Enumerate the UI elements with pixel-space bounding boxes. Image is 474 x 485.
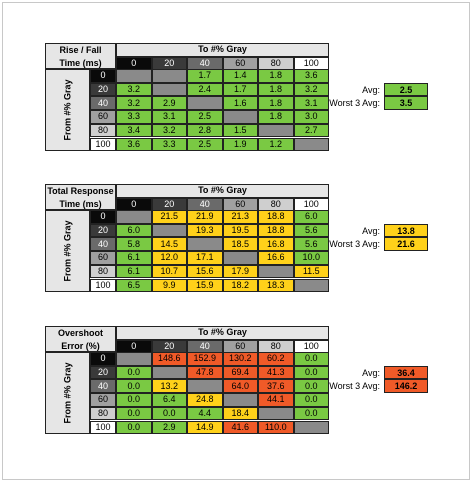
total-response-cell-80-60: 17.9 <box>223 265 259 279</box>
overshoot-row-header-80: 80 <box>90 407 116 421</box>
overshoot-cell-100-100 <box>294 421 330 435</box>
total-response-row-header-80: 80 <box>90 265 116 279</box>
total-response-cell-100-100 <box>294 279 330 293</box>
overshoot-row-header-0: 0 <box>90 352 116 366</box>
overshoot-cell-20-80: 41.3 <box>258 366 294 380</box>
overshoot-cell-60-80: 44.1 <box>258 393 294 407</box>
total-response-avg-value: 13.8 <box>384 224 428 238</box>
rise-fall-cell-40-40 <box>187 96 223 110</box>
overshoot-cell-20-100: 0.0 <box>294 366 330 380</box>
overshoot-cell-100-0: 0.0 <box>116 421 152 435</box>
total-response-cell-100-0: 6.5 <box>116 279 152 293</box>
rise-fall-avg-label: Avg: <box>362 84 380 95</box>
total-response-worst-label: Worst 3 Avg: <box>329 239 380 250</box>
rise-fall-cell-0-80: 1.8 <box>258 69 294 83</box>
rise-fall-cell-80-20: 3.2 <box>152 124 188 138</box>
overshoot-cell-80-60: 18.4 <box>223 407 259 421</box>
total-response-col-header-80: 80 <box>258 198 294 212</box>
overshoot-col-header-100: 100 <box>294 340 330 354</box>
overshoot-worst-value: 146.2 <box>384 379 428 393</box>
overshoot-cell-60-100: 0.0 <box>294 393 330 407</box>
rise-fall-cell-100-20: 3.3 <box>152 138 188 152</box>
overshoot-title-line2: Error (%) <box>61 341 100 351</box>
rise-fall-title-line1: Rise / Fall <box>59 45 102 55</box>
overshoot-col-header-80: 80 <box>258 340 294 354</box>
total-response-col-header-60: 60 <box>223 198 259 212</box>
overshoot-col-header-0: 0 <box>116 340 152 354</box>
rise-fall-to-header: To #% Gray <box>116 43 329 57</box>
total-response-from-label <box>45 210 90 292</box>
rise-fall-cell-20-40: 2.4 <box>187 83 223 97</box>
rise-fall-cell-20-100: 3.2 <box>294 83 330 97</box>
overshoot-row-header-60: 60 <box>90 393 116 407</box>
overshoot-cell-80-40: 4.4 <box>187 407 223 421</box>
overshoot-cell-80-100: 0.0 <box>294 407 330 421</box>
rise-fall-title <box>45 43 116 69</box>
overshoot-from-label-text: From #% Gray <box>62 362 73 424</box>
total-response-cell-40-100: 5.6 <box>294 237 330 251</box>
total-response-cell-60-60 <box>223 251 259 265</box>
total-response-row-header-40: 40 <box>90 237 116 251</box>
rise-fall-cell-80-80 <box>258 124 294 138</box>
overshoot-cell-0-40: 152.9 <box>187 352 223 366</box>
rise-fall-worst-value: 3.5 <box>384 96 428 110</box>
rise-fall-cell-60-100: 3.0 <box>294 110 330 124</box>
total-response-cell-60-100: 10.0 <box>294 251 330 265</box>
rise-fall-cell-60-0: 3.3 <box>116 110 152 124</box>
rise-fall-col-header-20: 20 <box>152 57 188 71</box>
overshoot-cell-40-40 <box>187 379 223 393</box>
total-response-title <box>45 184 116 210</box>
overshoot-cell-100-60: 41.6 <box>223 421 259 435</box>
total-response-cell-0-20: 21.5 <box>152 210 188 224</box>
total-response-cell-100-60: 18.2 <box>223 279 259 293</box>
total-response-cell-20-0: 6.0 <box>116 224 152 238</box>
rise-fall-cell-0-40: 1.7 <box>187 69 223 83</box>
overshoot-cell-60-60 <box>223 393 259 407</box>
total-response-cell-0-60: 21.3 <box>223 210 259 224</box>
total-response-cell-0-0 <box>116 210 152 224</box>
total-response-cell-0-40: 21.9 <box>187 210 223 224</box>
rise-fall-cell-0-0 <box>116 69 152 83</box>
overshoot-cell-60-40: 24.8 <box>187 393 223 407</box>
rise-fall-avg-value: 2.5 <box>384 83 428 97</box>
total-response-from-label-text: From #% Gray <box>62 220 73 282</box>
total-response-cell-60-40: 17.1 <box>187 251 223 265</box>
overshoot-cell-80-80 <box>258 407 294 421</box>
rise-fall-from-label <box>45 69 90 151</box>
overshoot-cell-40-100: 0.0 <box>294 379 330 393</box>
overshoot-cell-80-0: 0.0 <box>116 407 152 421</box>
total-response-cell-80-40: 15.6 <box>187 265 223 279</box>
rise-fall-row-header-80: 80 <box>90 124 116 138</box>
total-response-title-line2: Time (ms) <box>59 199 102 209</box>
total-response-cell-80-80 <box>258 265 294 279</box>
total-response-cell-80-100: 11.5 <box>294 265 330 279</box>
overshoot-cell-100-20: 2.9 <box>152 421 188 435</box>
rise-fall-worst-label: Worst 3 Avg: <box>329 98 380 109</box>
rise-fall-cell-80-0: 3.4 <box>116 124 152 138</box>
overshoot-cell-40-20: 13.2 <box>152 379 188 393</box>
rise-fall-cell-60-60 <box>223 110 259 124</box>
total-response-avg-label: Avg: <box>362 225 380 236</box>
rise-fall-cell-40-60: 1.6 <box>223 96 259 110</box>
total-response-col-header-20: 20 <box>152 198 188 212</box>
overshoot-cell-20-0: 0.0 <box>116 366 152 380</box>
total-response-cell-20-60: 19.5 <box>223 224 259 238</box>
rise-fall-cell-60-20: 3.1 <box>152 110 188 124</box>
rise-fall-from-label-text: From #% Gray <box>62 79 73 141</box>
rise-fall-col-header-60: 60 <box>223 57 259 71</box>
rise-fall-cell-100-80: 1.2 <box>258 138 294 152</box>
overshoot-cell-100-40: 14.9 <box>187 421 223 435</box>
rise-fall-row-header-60: 60 <box>90 110 116 124</box>
overshoot-cell-80-20: 0.0 <box>152 407 188 421</box>
overshoot-cell-0-60: 130.2 <box>223 352 259 366</box>
rise-fall-row-header-0: 0 <box>90 69 116 83</box>
total-response-cell-60-20: 12.0 <box>152 251 188 265</box>
rise-fall-cell-60-80: 1.8 <box>258 110 294 124</box>
overshoot-row-header-40: 40 <box>90 379 116 393</box>
overshoot-cell-60-0: 0.0 <box>116 393 152 407</box>
overshoot-row-header-20: 20 <box>90 366 116 380</box>
total-response-cell-40-80: 16.8 <box>258 237 294 251</box>
total-response-cell-20-100: 5.6 <box>294 224 330 238</box>
overshoot-cell-40-80: 37.6 <box>258 379 294 393</box>
overshoot-cell-0-100: 0.0 <box>294 352 330 366</box>
overshoot-from-label <box>45 352 90 434</box>
total-response-cell-100-80: 18.3 <box>258 279 294 293</box>
rise-fall-cell-20-20 <box>152 83 188 97</box>
overshoot-worst-label: Worst 3 Avg: <box>329 381 380 392</box>
total-response-row-header-60: 60 <box>90 251 116 265</box>
total-response-cell-100-20: 9.9 <box>152 279 188 293</box>
total-response-col-header-40: 40 <box>187 198 223 212</box>
rise-fall-row-header-20: 20 <box>90 83 116 97</box>
rise-fall-cell-100-0: 3.6 <box>116 138 152 152</box>
overshoot-cell-20-60: 69.4 <box>223 366 259 380</box>
rise-fall-cell-80-60: 1.5 <box>223 124 259 138</box>
rise-fall-cell-40-0: 3.2 <box>116 96 152 110</box>
total-response-row-header-20: 20 <box>90 224 116 238</box>
overshoot-cell-0-80: 60.2 <box>258 352 294 366</box>
total-response-cell-80-0: 6.1 <box>116 265 152 279</box>
total-response-worst-value: 21.6 <box>384 237 428 251</box>
rise-fall-cell-40-100: 3.1 <box>294 96 330 110</box>
rise-fall-cell-80-40: 2.8 <box>187 124 223 138</box>
total-response-cell-40-60: 18.5 <box>223 237 259 251</box>
overshoot-cell-0-0 <box>116 352 152 366</box>
total-response-row-header-0: 0 <box>90 210 116 224</box>
rise-fall-cell-20-0: 3.2 <box>116 83 152 97</box>
rise-fall-cell-80-100: 2.7 <box>294 124 330 138</box>
rise-fall-cell-0-20 <box>152 69 188 83</box>
rise-fall-cell-40-80: 1.8 <box>258 96 294 110</box>
overshoot-cell-20-20 <box>152 366 188 380</box>
overshoot-row-header-100: 100 <box>90 421 116 435</box>
total-response-cell-0-100: 6.0 <box>294 210 330 224</box>
total-response-cell-80-20: 10.7 <box>152 265 188 279</box>
rise-fall-cell-0-60: 1.4 <box>223 69 259 83</box>
overshoot-col-header-40: 40 <box>187 340 223 354</box>
rise-fall-cell-100-60: 1.9 <box>223 138 259 152</box>
overshoot-col-header-60: 60 <box>223 340 259 354</box>
total-response-cell-20-80: 18.8 <box>258 224 294 238</box>
rise-fall-cell-60-40: 2.5 <box>187 110 223 124</box>
overshoot-title-line1: Overshoot <box>57 328 103 338</box>
total-response-cell-0-80: 18.8 <box>258 210 294 224</box>
rise-fall-row-header-100: 100 <box>90 138 116 152</box>
rise-fall-title-line2: Time (ms) <box>59 58 102 68</box>
total-response-cell-40-0: 5.8 <box>116 237 152 251</box>
rise-fall-cell-100-100 <box>294 138 330 152</box>
rise-fall-cell-20-60: 1.7 <box>223 83 259 97</box>
overshoot-cell-0-20: 148.6 <box>152 352 188 366</box>
rise-fall-col-header-0: 0 <box>116 57 152 71</box>
rise-fall-cell-40-20: 2.9 <box>152 96 188 110</box>
overshoot-cell-40-60: 64.0 <box>223 379 259 393</box>
rise-fall-cell-100-40: 2.5 <box>187 138 223 152</box>
total-response-col-header-100: 100 <box>294 198 330 212</box>
overshoot-avg-value: 36.4 <box>384 366 428 380</box>
total-response-cell-20-20 <box>152 224 188 238</box>
total-response-row-header-100: 100 <box>90 279 116 293</box>
rise-fall-col-header-100: 100 <box>294 57 330 71</box>
rise-fall-cell-20-80: 1.8 <box>258 83 294 97</box>
rise-fall-col-header-40: 40 <box>187 57 223 71</box>
rise-fall-row-header-40: 40 <box>90 96 116 110</box>
overshoot-avg-label: Avg: <box>362 367 380 378</box>
overshoot-cell-40-0: 0.0 <box>116 379 152 393</box>
rise-fall-col-header-80: 80 <box>258 57 294 71</box>
total-response-cell-20-40: 19.3 <box>187 224 223 238</box>
overshoot-to-header: To #% Gray <box>116 326 329 340</box>
total-response-cell-60-80: 16.6 <box>258 251 294 265</box>
total-response-col-header-0: 0 <box>116 198 152 212</box>
rise-fall-cell-0-100: 3.6 <box>294 69 330 83</box>
total-response-title-line1: Total Response <box>47 186 114 196</box>
total-response-cell-40-20: 14.5 <box>152 237 188 251</box>
overshoot-cell-100-80: 110.0 <box>258 421 294 435</box>
overshoot-cell-20-40: 47.8 <box>187 366 223 380</box>
total-response-cell-40-40 <box>187 237 223 251</box>
overshoot-title <box>45 326 116 352</box>
total-response-cell-100-40: 15.9 <box>187 279 223 293</box>
overshoot-cell-60-20: 6.4 <box>152 393 188 407</box>
overshoot-col-header-20: 20 <box>152 340 188 354</box>
total-response-cell-60-0: 6.1 <box>116 251 152 265</box>
total-response-to-header: To #% Gray <box>116 184 329 198</box>
